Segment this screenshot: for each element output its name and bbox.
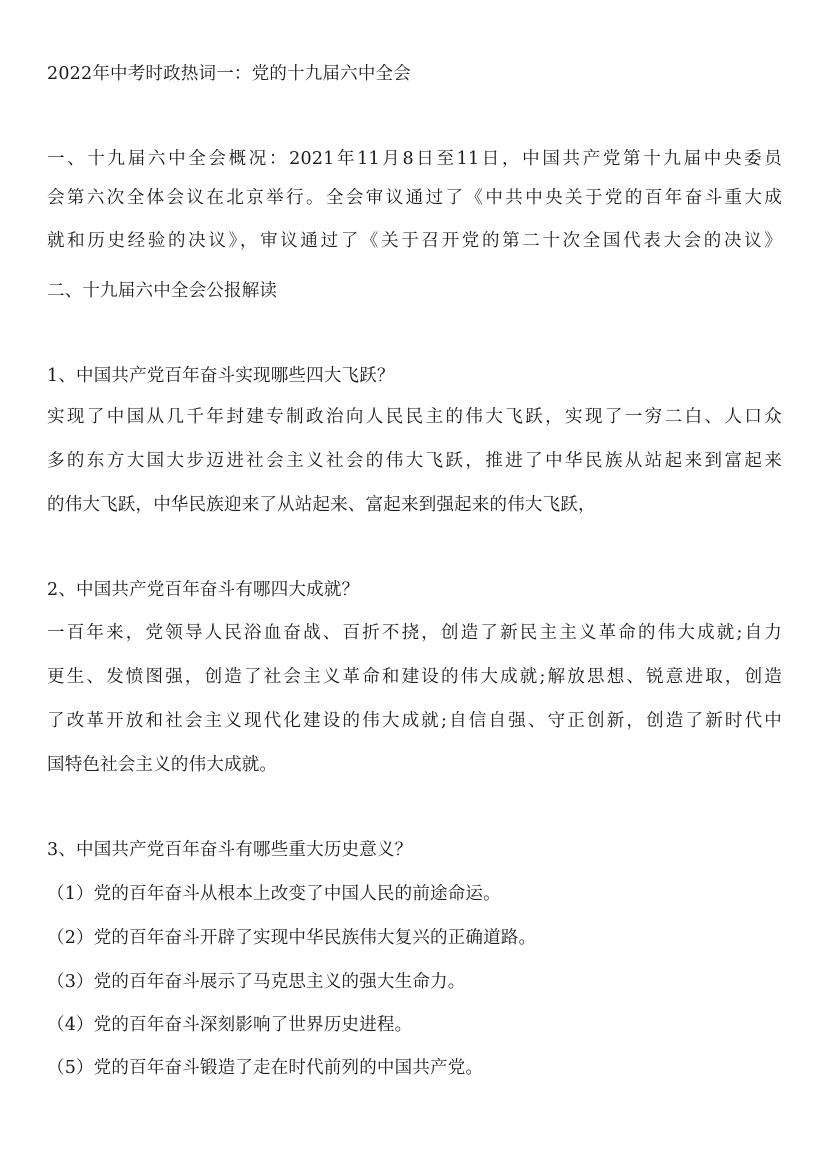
q2-answer-line-1: 一百年来，党领导人民浴血奋战、百折不挠，创造了新民主主义革命的伟大成就;自力 [47,623,782,643]
section1-line-1: 一、十九届六中全会概况：2021年11月8日至11日，中国共产党第十九届中央委员 [47,149,782,169]
q3-item-4: （4）党的百年奋斗深刻影响了世界历史进程。 [47,1015,413,1035]
document-title: 2022年中考时政热词一：党的十九届六中全会 [47,64,411,84]
q2-question: 2、中国共产党百年奋斗有哪四大成就？ [47,580,360,600]
q3-item-5: （5）党的百年奋斗锻造了走在时代前列的中国共产党。 [47,1058,484,1078]
q3-question: 3、中国共产党百年奋斗有哪些重大历史意义？ [47,840,413,860]
q3-item-1: （1）党的百年奋斗从根本上改变了中国人民的前途命运。 [47,884,501,904]
section2-heading: 二、十九届六中全会公报解读 [47,281,278,301]
q2-answer-line-4: 国特色社会主义的伟大成就。 [47,755,278,775]
q1-answer-line-2: 多的东方大国大步迈进社会主义社会的伟大飞跃，推进了中华民族从站起来到富起来 [47,451,782,471]
q3-item-3: （3）党的百年奋斗展示了马克思主义的强大生命力。 [47,972,466,992]
q1-answer-line-3: 的伟大飞跃，中华民族迎来了从站起来、富起来到强起来的伟大飞跃， [47,495,596,515]
q1-answer-line-1: 实现了中国从几千年封建专制政治向人民民主的伟大飞跃，实现了一穷二白、人口众 [47,407,782,427]
q3-item-2: （2）党的百年奋斗开辟了实现中华民族伟大复兴的正确道路。 [47,928,537,948]
q2-answer-line-2: 更生、发愤图强，创造了社会主义革命和建设的伟大成就;解放思想、锐意进取，创造 [47,667,782,687]
section1-line-2: 会第六次全体会议在北京举行。全会审议通过了《中共中央关于党的百年奋斗重大成 [47,188,782,208]
section1-line-3: 就和历史经验的决议》，审议通过了《关于召开党的第二十次全国代表大会的决议》 [47,231,782,251]
q1-question: 1、中国共产党百年奋斗实现哪些四大飞跃？ [47,366,395,386]
q2-answer-line-3: 了改革开放和社会主义现代化建设的伟大成就;自信自强、守正创新，创造了新时代中 [47,711,782,731]
